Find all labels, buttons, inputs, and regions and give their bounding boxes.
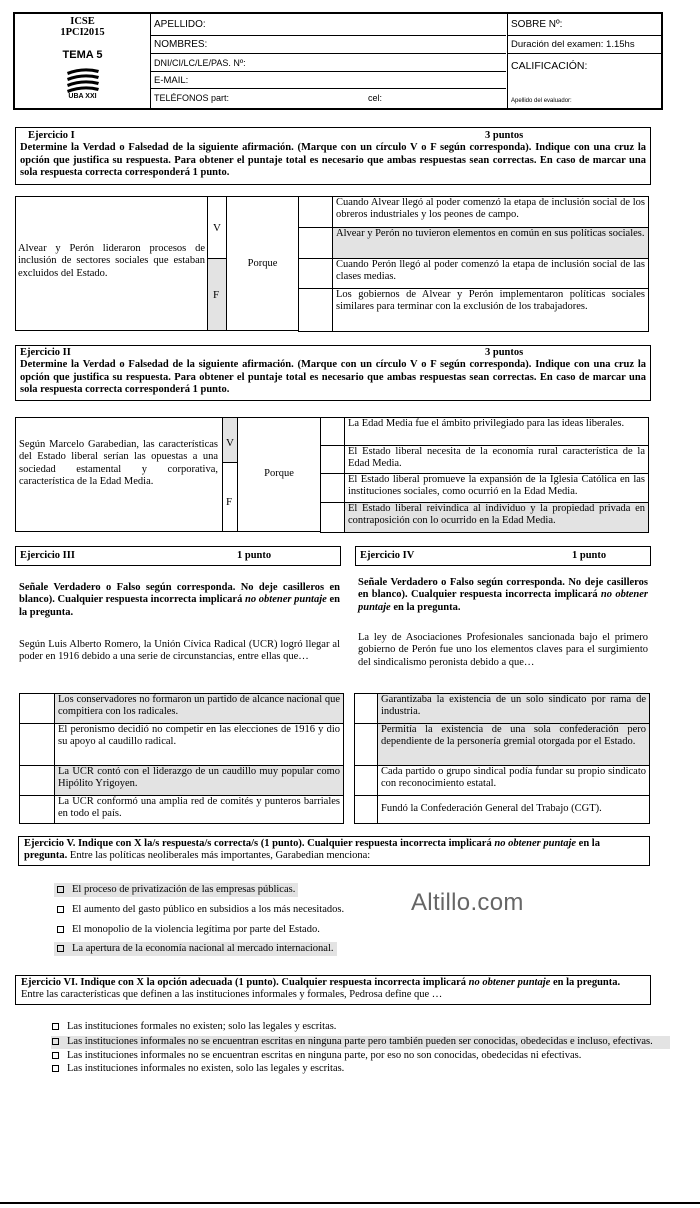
exercise-1-f-cell[interactable] [207,258,227,331]
exercise-2-options [320,417,649,533]
exercise-3-check-box[interactable] [20,766,55,796]
exercise-6-instructions [15,975,651,1005]
page-bottom-divider [0,1202,700,1204]
exercise-3-option-row [20,724,344,766]
exercise-4-check-box[interactable] [355,724,378,766]
exercise-6-option[interactable] [52,1021,670,1033]
exercise-4-check-box[interactable] [355,796,378,824]
sobre-field[interactable]: SOBRE Nº: [508,14,662,36]
exercise-2-points: 3 puntos [485,347,524,358]
exercise-6-em: no obtener puntaje [468,977,551,988]
exercise-5-option-text: La apertura de la economía nacional al mercado internacional. [72,943,334,954]
exercise-1-check-box[interactable] [299,197,333,228]
checkbox-icon[interactable] [57,945,64,952]
uba-logo-icon [63,64,103,94]
exercise-1-option-text: Cuando Perón llegó al poder comenzó la etapa de inclusión social de las clases medias. [333,259,649,289]
exercise-6-text: Entre las características que definen a las instituciones informales y formales, Pedrosa define que … [21,989,443,1001]
course-name: ICSE [70,16,95,27]
exercise-5-option-text: El aumento del gasto público en subsidios a los más necesitados. [72,904,345,915]
exercise-4-title-box [355,546,651,566]
header-logo-block [15,14,151,108]
exercise-4-points: 1 punto [572,550,607,561]
exercise-2-option-row [321,474,649,503]
exercise-5-option[interactable] [54,884,384,904]
exercise-1-option-text: Alvear y Perón no tuvieron elementos en común en sus políticas sociales. [333,228,649,259]
checkbox-icon[interactable] [52,1065,59,1072]
logo-text: UBA XXI [68,92,97,100]
exercise-1-option-row [299,228,649,259]
exercise-1-options [298,196,649,332]
exercise-2-check-box[interactable] [321,503,345,533]
exercise-1-v-cell[interactable] [207,196,227,259]
exercise-4-options [354,693,650,824]
exercise-3-title: Ejercicio III [20,550,75,561]
exercise-5-title: Ejercicio V. Indique con X la/s respuesta/s correcta/s (1 punto). Cualquier respuesta incorrecta implicará [24,838,495,849]
exercise-1-option-row [299,259,649,289]
calificacion-label: CALIFICACIÓN: [511,60,588,72]
exercise-3-title-box [15,546,341,566]
header-fields [150,14,507,108]
exercise-4-option-row [355,766,650,796]
exercise-2-option-row [321,503,649,533]
exercise-2-v-label: V [226,437,234,449]
exercise-2-statement-cell [15,417,223,532]
exercise-1-statement: Alvear y Perón lideraron procesos de inclusión de sectores sociales que estaban excluidos del Estado. [18,243,205,279]
exam-code: 1PCI2015 [60,27,105,38]
exercise-4-option-row [355,724,650,766]
dni-field[interactable]: DNI/CI/LC/LE/PAS. Nº: [150,54,506,72]
checkbox-icon[interactable] [57,886,64,893]
exercise-4-option-text: Cada partido o grupo sindical podía fundar su propio sindicato con reconocimiento estatal. [378,766,650,796]
exercise-1-check-box[interactable] [299,259,333,289]
exercise-2-porque-cell [237,417,321,532]
exercise-4-option-text: Permitía la existencia de una sola confederación pero dependiente de la personería gremial otorgada por el Estado. [378,724,650,766]
exercise-4-option-text: Garantizaba la existencia de un solo sindicato por rama de industria. [378,694,650,724]
exercise-4-title: Ejercicio IV [360,550,415,561]
exercise-5-option[interactable] [54,943,384,963]
exercise-3-instructions: Señale Verdadero o Falso según corresponda. No deje casilleros en blanco). Cualquier respuesta incorrecta implicará no obtener puntaje en la pregunta. [19,582,340,618]
header-right [507,14,662,108]
exercise-4-option-row [355,796,650,824]
tema-label: TEMA 5 [62,49,103,61]
exercise-1-porque-label: Porque [247,258,278,269]
exercise-2-option-text: El Estado liberal reivindica al individuo y la propiedad privada en contraposición con lo ocurrido en la Edad Media. [345,503,649,533]
exercise-4-check-box[interactable] [355,694,378,724]
exercise-2-statement: Según Marcelo Garabedian, las características del Estado liberal serían las opuestas a una sociedad estamental y corporativa, característica de la Edad Media. [19,439,218,488]
exercise-4-check-box[interactable] [355,766,378,796]
exercise-1-check-box[interactable] [299,228,333,259]
exercise-3-options [19,693,344,824]
exercise-4-stem: La ley de Asociaciones Profesionales sancionada bajo el primero gobierno de Perón fue uno los elementos claves para el surgimiento del sindicalismo peronista debido a que… [358,632,648,668]
exercise-5-em: no obtener puntaje [494,838,577,849]
checkbox-icon[interactable] [52,1052,59,1059]
exercise-6-option[interactable] [52,1050,670,1062]
exercise-2-title: Ejercicio II [20,347,71,358]
exercise-3-option-text: El peronismo decidió no competir en las elecciones de 1916 y dio su apoyo al caudillo radical. [55,724,344,766]
checkbox-icon[interactable] [52,1038,59,1045]
exercise-2-check-box[interactable] [321,418,345,446]
exercise-2-text: Determine la Verdad o Falsedad de la siguiente afirmación. (Marque con un círculo V o F según corresponda). Indique con una cruz la opción que justifica su respuesta. Para obtener el puntaje total es necesario que ambas respuestas sean correctas. En caso de marcar una sola respuesta correcta corresponderá 1 punto. [20,359,646,396]
exercise-6-option-text: Las instituciones informales no se encuentran escritas en ninguna parte, por eso no son conocidas, obedecidas ni efectivas. [67,1049,582,1061]
exercise-2-v-cell[interactable] [222,417,238,463]
exercise-3-option-text: La UCR contó con el liderazgo de un caudillo muy popular como Hipólito Yrigoyen. [55,766,344,796]
telefonos-label: TELÉFONOS part: [154,93,230,103]
duracion-label: Duración del examen: 1.15hs [508,36,662,54]
exercise-1-option-row [299,197,649,228]
exercise-1-points: 3 puntos [485,130,524,141]
cel-label: cel: [368,93,383,103]
exercise-3-option-row [20,796,344,824]
checkbox-icon[interactable] [52,1023,59,1030]
exercise-1-option-text: Cuando Alvear llegó al poder comenzó la etapa de inclusión social de los obreros industriales y los peones de campo. [333,197,649,228]
exercise-1-option-row [299,289,649,332]
exercise-5-option[interactable] [54,924,384,943]
exercise-1-option-text: Los gobiernos de Alvear y Perón implementaron políticas sociales similares para terminar con la exclusión de los trabajadores. [333,289,649,332]
exam-header [13,12,663,110]
exercise-2-check-box[interactable] [321,474,345,503]
exercise-4-option-text: Fundó la Confederación General del Trabajo (CGT). [378,796,650,824]
exercise-1-table [15,196,649,331]
exercise-1-v-label: V [213,222,221,234]
exercise-4-instructions: Señale Verdadero o Falso según corresponda. No deje casilleros en blanco). Cualquier respuesta incorrecta implicará no obtener puntaje en la pregunta. [358,577,648,613]
exercise-5-title-end: en la pregunta. [24,838,600,862]
exercise-6-option[interactable] [52,1063,670,1075]
exercise-2-f-label: F [226,496,233,508]
email-field[interactable]: E-MAIL: [150,72,506,89]
exercise-3-check-box[interactable] [20,694,55,724]
exercise-2-instructions [15,345,651,401]
exercise-6-option-text: Las instituciones informales no existen, solo las legales y escritas. [67,1063,345,1075]
watermark: Altillo.com [411,889,524,916]
exercise-6-title: Ejercicio VI. Indique con X la opción adecuada (1 punto). Cualquier respuesta incorrecta implicará [21,977,469,988]
exercise-5-instructions [18,836,650,866]
exercise-6-option-text: Las instituciones informales no se encuentran escritas en ninguna parte pero también pueden ser conocidas, obedecidas e incluso, efectivas. [67,1036,653,1048]
exercise-6-options [52,1021,670,1076]
exercise-1-check-box[interactable] [299,289,333,332]
exercise-3-stem: Según Luis Alberto Romero, la Unión Cívica Radical (UCR) logró llegar al poder en 1916 debido a una serie de circunstancias, entre ellas que… [19,639,340,663]
exercise-1-f-label: F [213,289,220,301]
checkbox-icon[interactable] [57,906,64,913]
exercise-1-porque-cell [226,196,299,331]
exercise-2-table [15,417,649,532]
exercise-2-option-text: El Estado liberal necesita de la economía rural característica de la Edad Media. [345,446,649,474]
exercise-6-title-end: en la pregunta. [550,977,621,988]
evaluador-label: Apellido del evaluador: [511,98,572,104]
checkbox-icon[interactable] [57,926,64,933]
exercise-5-options [54,884,384,963]
exercise-3-check-box[interactable] [20,724,55,766]
exercise-4-option-row [355,694,650,724]
exercise-3-points: 1 punto [237,550,272,561]
exercise-2-option-row [321,418,649,446]
exercise-1-statement-cell [15,196,208,331]
exercise-2-f-cell[interactable] [222,462,238,532]
exercise-2-option-text: El Estado liberal promueve la expansión de la Iglesia Católica en las instituciones sociales, como ocurrió en la Edad Media. [345,474,649,503]
exercise-1-text: Determine la Verdad o Falsedad de la siguiente afirmación. (Marque con un círculo V o F según corresponda). Indique con una cruz la opción que justifica su respuesta. Para obtener el puntaje total es necesario que ambas respuestas sean correctas. En caso de marcar una sola respuesta correcta corresponderá 1 punto. [20,142,646,179]
exercise-5-text: Entre las políticas neoliberales más importantes, Garabedian menciona: [67,850,371,862]
exercise-2-porque-label: Porque [264,468,294,479]
exercise-1-instructions [15,127,651,185]
exercise-6-option-text: Las instituciones formales no existen; solo las legales y escritas. [67,1021,337,1032]
nombres-field[interactable]: NOMBRES: [150,36,506,54]
exercise-3-option-text: La UCR conformó una amplia red de comités y punteros barriales en todo el país. [55,796,344,824]
telefonos-field[interactable] [150,89,506,108]
apellido-field[interactable]: APELLIDO: [150,14,506,36]
exercise-5-option-text: El proceso de privatización de las empresas públicas. [72,884,296,895]
exercise-3-check-box[interactable] [20,796,55,824]
exercise-6-option[interactable] [51,1036,670,1048]
exercise-3-option-row [20,766,344,796]
exercise-2-check-box[interactable] [321,446,345,474]
exercise-3-option-text: Los conservadores no formaron un partido de alcance nacional que compitiera con los radicales. [55,694,344,724]
exercise-1-title: Ejercicio I [28,130,75,141]
exercise-5-option[interactable] [54,904,384,924]
exercise-2-option-row [321,446,649,474]
exercise-3-option-row [20,694,344,724]
exercise-5-option-text: El monopolio de la violencia legítima por parte del Estado. [72,924,320,935]
exercise-2-option-text: La Edad Media fue el ámbito privilegiado para las ideas liberales. [345,418,649,446]
